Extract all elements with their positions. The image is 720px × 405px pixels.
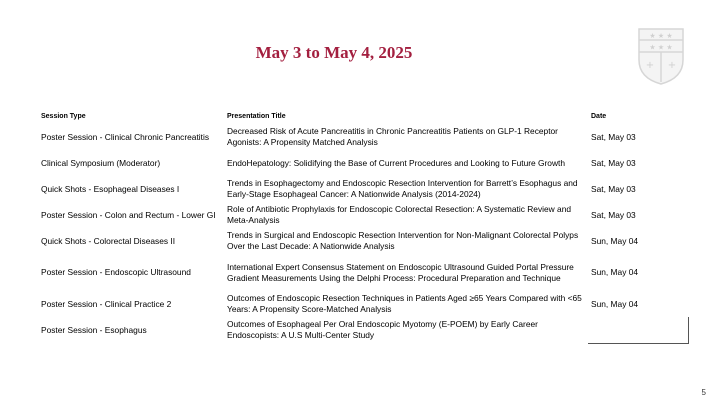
shield-crest-icon xyxy=(636,26,686,86)
session-type-cell: Poster Session - Endoscopic Ultrasound xyxy=(41,267,191,277)
date-cell: Sat, May 03 xyxy=(591,157,636,168)
presentation-title-cell: Trends in Surgical and Endoscopic Resection Intervention for Non-Malignant Colorectal Polyps Over the Last Decade: A Nationwide Analysis xyxy=(227,230,579,251)
date-cell: Sun, May 04 xyxy=(591,267,639,277)
date-cell: Sat, May 03 xyxy=(591,131,636,142)
svg-text:★ ★ ★: ★ ★ ★ xyxy=(649,32,673,40)
slide-title: May 3 to May 4, 2025 xyxy=(255,43,413,62)
header-session-type: Session Type xyxy=(41,113,86,120)
table-row xyxy=(38,228,688,254)
date-cell: Sat, May 03 xyxy=(591,209,636,220)
sessions-table xyxy=(38,110,689,344)
date-cell: Sun, May 04 xyxy=(591,235,639,246)
table-row xyxy=(38,124,688,150)
presentation-title-cell: Outcomes of Endoscopic Resection Techniques in Patients Aged ≥65 Years Compared with <65 Years: A Propensity Score-Matched Analysis xyxy=(227,293,582,314)
session-type-cell: Poster Session - Colon and Rectum - Lower GI xyxy=(41,209,216,220)
table-row xyxy=(38,254,688,291)
table-row xyxy=(38,291,688,317)
table-row xyxy=(38,317,688,344)
date-cell-empty xyxy=(588,317,688,344)
table-row xyxy=(38,176,688,202)
session-type-cell: Clinical Symposium (Moderator) xyxy=(41,157,161,168)
presentation-title-cell: EndoHepatology: Solidifying the Base of Current Procedures and Looking to Future Growth xyxy=(227,157,565,168)
date-cell: Sun, May 04 xyxy=(591,298,639,309)
session-type-cell: Quick Shots - Colorectal Diseases II xyxy=(41,235,176,246)
presentation-title-cell: Trends in Esophagectomy and Endoscopic Resection Intervention for Barrett’s Esophagus and Early-Stage Esophageal Cancer: A Nationwide Analysis (2014-2024) xyxy=(227,178,578,199)
presentation-title-cell: Outcomes of Esophageal Per Oral Endoscopic Myotomy (E-POEM) by Early Career Endoscopists: A U.S Multi-Center Study xyxy=(227,319,538,341)
presentation-title-cell: Decreased Risk of Acute Pancreatitis in Chronic Pancreatitis Patients on GLP-1 Receptor Agonists: A Propensity Matched Analysis xyxy=(227,126,558,147)
header-presentation-title: Presentation Title xyxy=(227,113,286,120)
session-type-cell: Poster Session - Clinical Chronic Pancreatitis xyxy=(41,131,210,142)
session-type-cell: Quick Shots - Esophageal Diseases I xyxy=(41,183,180,194)
table-header-row xyxy=(38,110,688,124)
table-row xyxy=(38,202,688,228)
date-cell: Sat, May 03 xyxy=(591,183,636,194)
svg-text:+: + xyxy=(667,60,677,71)
session-type-cell: Poster Session - Esophagus xyxy=(41,324,147,335)
svg-text:+: + xyxy=(645,60,655,71)
session-type-cell: Poster Session - Clinical Practice 2 xyxy=(41,298,172,309)
header-date: Date xyxy=(591,113,607,120)
page-number: 5 xyxy=(701,388,706,397)
table-row xyxy=(38,150,688,176)
presentation-title-cell: Role of Antibiotic Prophylaxis for Endoscopic Colorectal Resection: A Systematic Review and Meta-Analysis xyxy=(227,204,572,225)
svg-text:★ ★ ★: ★ ★ ★ xyxy=(649,43,673,52)
presentation-title-cell: International Expert Consensus Statement on Endoscopic Ultrasound Guided Portal Pressure Gradient Measurements Using the Delphi Process: Procedural Preparation and Technique xyxy=(227,261,574,283)
